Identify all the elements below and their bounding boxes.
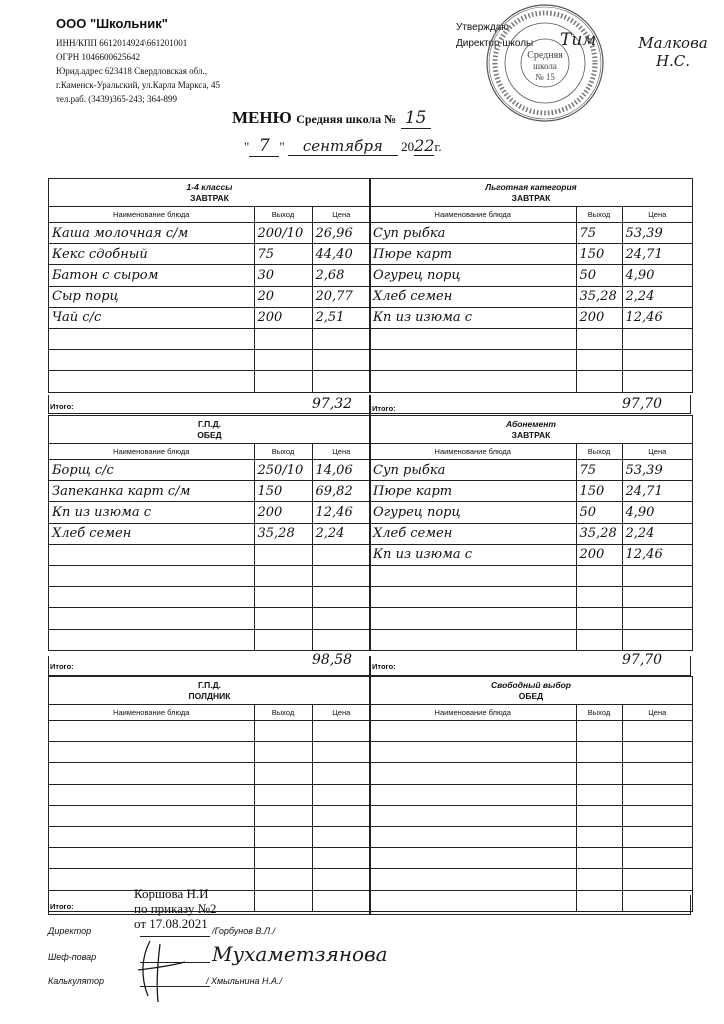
total-label: Итого: xyxy=(372,662,396,671)
column-header-name: Наименование блюда xyxy=(370,207,576,223)
table-row xyxy=(370,565,692,586)
cell-yield xyxy=(576,629,622,650)
cell-name xyxy=(370,826,576,847)
cell-yield xyxy=(576,826,622,847)
cell-name xyxy=(370,742,576,763)
cell-name xyxy=(49,721,254,742)
cell-name: Огурец порц xyxy=(370,502,576,523)
table-row xyxy=(370,328,692,349)
cell-price: 12,46 xyxy=(622,544,692,565)
address-line-2: г.Каменск-Уральский, ул.Карла Маркса, 45 xyxy=(56,80,221,90)
menu-table xyxy=(49,705,370,912)
table-row xyxy=(49,307,370,328)
cell-price xyxy=(312,826,370,847)
cell-yield xyxy=(254,328,312,349)
cell-price xyxy=(312,721,370,742)
table-row xyxy=(49,286,370,307)
table-row xyxy=(49,742,370,763)
cell-yield xyxy=(576,763,622,784)
cell-price xyxy=(312,869,370,890)
date-day: 7 xyxy=(249,136,279,157)
cell-yield xyxy=(254,763,312,784)
column-header-name: Наименование блюда xyxy=(49,444,254,460)
director-name: Малкова Н.С. xyxy=(638,34,708,70)
cell-price xyxy=(312,742,370,763)
cell-yield xyxy=(576,350,622,371)
stamp-text-3: № 15 xyxy=(535,72,555,82)
cell-yield: 35,28 xyxy=(576,286,622,307)
cell-yield xyxy=(254,784,312,805)
cell-yield: 75 xyxy=(254,244,312,265)
table-row xyxy=(49,721,370,742)
cell-name: Суп рыбка xyxy=(370,223,576,244)
table-row xyxy=(370,371,692,392)
table-row xyxy=(370,460,692,481)
date-line: " 7 " сентября 2022г. xyxy=(244,136,442,156)
menu-table xyxy=(370,207,692,393)
menu-table xyxy=(49,444,370,651)
cell-yield xyxy=(254,565,312,586)
table-row xyxy=(370,350,692,371)
table-row xyxy=(49,565,370,586)
cell-name: Хлеб семен xyxy=(370,286,576,307)
chef-signature-icon xyxy=(130,936,190,1006)
cell-yield: 200/10 xyxy=(254,223,312,244)
chef-name: Мухаметзянова xyxy=(212,942,388,966)
cell-name: Хлеб семен xyxy=(370,523,576,544)
date-month: сентября xyxy=(288,137,398,156)
cell-price xyxy=(622,328,692,349)
table-row xyxy=(49,544,370,565)
table-row xyxy=(49,523,370,544)
page-title xyxy=(232,108,431,129)
total-value: 98,58 xyxy=(312,652,353,668)
cell-price xyxy=(622,721,692,742)
cell-name: Пюре карт xyxy=(370,481,576,502)
cell-yield xyxy=(254,587,312,608)
cell-name xyxy=(370,721,576,742)
cell-yield xyxy=(576,371,622,392)
table-row xyxy=(49,223,370,244)
cell-name xyxy=(49,848,254,869)
cell-name: Пюре карт xyxy=(370,244,576,265)
total-label: Итого: xyxy=(50,662,74,671)
cell-price xyxy=(312,328,370,349)
cell-name xyxy=(49,629,254,650)
cell-name xyxy=(49,328,254,349)
cell-name xyxy=(370,848,576,869)
total-value: 97,32 xyxy=(312,396,353,412)
approve-label: Утверждаю xyxy=(456,22,509,33)
cell-price xyxy=(622,848,692,869)
panel-grades-1-4-breakfast: 1-4 классы ЗАВТРАК Наименование блюда Выход Цена Каша молочная с/м 200/10 26,96 Кекс сдобный 75 44,40 Батон с сыром 30 2,68 Сыр порц 20 20,77 Чай с/с 200 2,51 xyxy=(48,178,371,393)
cell-name xyxy=(49,763,254,784)
cell-price xyxy=(622,629,692,650)
table-row xyxy=(370,286,692,307)
table-row xyxy=(370,608,692,629)
cell-yield xyxy=(254,869,312,890)
table-row xyxy=(49,244,370,265)
cell-name: Кп из изюма с xyxy=(370,307,576,328)
cell-name: Хлеб семен xyxy=(49,523,254,544)
cell-name xyxy=(49,805,254,826)
column-header-price: Цена xyxy=(622,207,692,223)
cell-name xyxy=(49,565,254,586)
cell-price xyxy=(622,805,692,826)
cell-name: Борщ с/с xyxy=(49,460,254,481)
school-stamp xyxy=(484,2,606,124)
cell-name xyxy=(49,371,254,392)
cell-name xyxy=(370,869,576,890)
cell-name: Батон с сыром xyxy=(49,265,254,286)
cell-name xyxy=(370,328,576,349)
cell-name xyxy=(370,629,576,650)
cell-yield: 250/10 xyxy=(254,460,312,481)
cell-name xyxy=(49,350,254,371)
cell-price: 24,71 xyxy=(622,244,692,265)
cell-yield xyxy=(254,544,312,565)
column-header-name: Наименование блюда xyxy=(49,207,254,223)
cell-yield xyxy=(254,629,312,650)
cell-price xyxy=(312,805,370,826)
table-row xyxy=(49,608,370,629)
cell-yield: 150 xyxy=(254,481,312,502)
table-row xyxy=(49,629,370,650)
cell-price: 12,46 xyxy=(312,502,370,523)
cell-yield xyxy=(254,826,312,847)
table-row xyxy=(370,587,692,608)
cell-yield xyxy=(254,371,312,392)
cell-yield: 50 xyxy=(576,502,622,523)
cell-price xyxy=(312,544,370,565)
cell-yield: 150 xyxy=(576,244,622,265)
table-row xyxy=(49,805,370,826)
table-row xyxy=(370,502,692,523)
cell-yield: 35,28 xyxy=(576,523,622,544)
stamp-text-2: школа xyxy=(533,61,557,71)
cell-price: 2,51 xyxy=(312,307,370,328)
cell-price xyxy=(622,763,692,784)
table-row xyxy=(370,721,692,742)
table-row xyxy=(370,805,692,826)
panel-gpd-lunch: Г.П.Д. ОБЕД Наименование блюда Выход Цена Борщ с/с 250/10 14,06 Запеканка карт с/м 150 69,82 Кп из изюма с 200 12,46 Хлеб семен 35,28 2,24 xyxy=(48,415,371,651)
cell-price xyxy=(312,629,370,650)
cell-yield xyxy=(576,565,622,586)
cell-price: 4,90 xyxy=(622,265,692,286)
cell-name xyxy=(49,544,254,565)
cell-price: 24,71 xyxy=(622,481,692,502)
column-header-yield: Выход xyxy=(254,705,312,721)
cell-yield: 150 xyxy=(576,481,622,502)
cell-name xyxy=(49,587,254,608)
table-row xyxy=(49,328,370,349)
cell-yield xyxy=(576,721,622,742)
cell-price xyxy=(312,565,370,586)
cell-price xyxy=(622,826,692,847)
cell-price xyxy=(622,869,692,890)
cell-yield: 75 xyxy=(576,460,622,481)
table-row xyxy=(370,265,692,286)
table-row xyxy=(370,826,692,847)
table-row xyxy=(49,371,370,392)
cell-name: Сыр порц xyxy=(49,286,254,307)
order-note: Коршова Н.И по приказу №2 от 17.08.2021 xyxy=(134,886,217,931)
table-row xyxy=(49,826,370,847)
year-prefix: 20 xyxy=(401,139,415,154)
cell-name xyxy=(370,608,576,629)
cell-yield: 200 xyxy=(576,544,622,565)
panel-subscription-breakfast: Абонемент ЗАВТРАК Наименование блюда Выход Цена Суп рыбка 75 53,39 Пюре карт 150 24,71 Огурец порц 50 4,90 Хлеб семен 35,28 2,24 Кп из изюма с 200 12,46 xyxy=(369,415,693,651)
table-row xyxy=(49,481,370,502)
cell-name: Кп из изюма с xyxy=(49,502,254,523)
table-row xyxy=(370,869,692,890)
menu-table xyxy=(370,705,692,912)
divider xyxy=(369,656,371,676)
cell-name xyxy=(370,805,576,826)
cell-yield xyxy=(576,608,622,629)
cell-yield: 200 xyxy=(254,307,312,328)
table-row xyxy=(370,742,692,763)
table-row xyxy=(370,523,692,544)
cell-price xyxy=(312,350,370,371)
column-header-price: Цена xyxy=(622,705,692,721)
cell-price xyxy=(312,608,370,629)
cell-price xyxy=(312,587,370,608)
table-row xyxy=(370,629,692,650)
table-row xyxy=(370,244,692,265)
cell-price xyxy=(312,784,370,805)
table-row xyxy=(49,460,370,481)
cell-price: 69,82 xyxy=(312,481,370,502)
column-header-name: Наименование блюда xyxy=(370,444,576,460)
cell-name xyxy=(370,587,576,608)
cell-yield xyxy=(576,742,622,763)
calc-label: Калькулятор xyxy=(48,976,104,986)
column-header-price: Цена xyxy=(312,207,370,223)
cell-yield xyxy=(254,848,312,869)
director-label: Директор xyxy=(48,926,92,936)
column-header-yield: Выход xyxy=(254,207,312,223)
cell-price xyxy=(312,371,370,392)
ogrn-line: ОГРН 1046600625642 xyxy=(56,52,140,62)
column-header-yield: Выход xyxy=(254,444,312,460)
cell-yield xyxy=(254,350,312,371)
school-label: Средняя школа № xyxy=(296,112,397,126)
cell-yield xyxy=(576,848,622,869)
inn-line: ИНН/КПП 6612014924\661201001 xyxy=(56,38,188,48)
divider xyxy=(369,895,371,915)
column-header-price: Цена xyxy=(622,444,692,460)
cell-price xyxy=(622,350,692,371)
cell-yield xyxy=(576,784,622,805)
table-row xyxy=(370,784,692,805)
cell-name: Каша молочная с/м xyxy=(49,223,254,244)
cell-name xyxy=(370,784,576,805)
cell-price xyxy=(622,371,692,392)
cell-name xyxy=(370,565,576,586)
column-header-yield: Выход xyxy=(576,444,622,460)
cell-price: 2,24 xyxy=(622,286,692,307)
cell-yield: 75 xyxy=(576,223,622,244)
cell-price: 53,39 xyxy=(622,223,692,244)
panel-free-choice-lunch: Свободный выбор ОБЕД Наименование блюда Выход Цена xyxy=(369,676,693,912)
cell-price: 26,96 xyxy=(312,223,370,244)
year-suffix: г. xyxy=(434,139,442,154)
cell-name xyxy=(49,826,254,847)
cell-name xyxy=(49,608,254,629)
cell-name xyxy=(49,784,254,805)
table-row xyxy=(49,587,370,608)
cell-yield xyxy=(254,805,312,826)
chef-label: Шеф-повар xyxy=(48,952,97,962)
cell-yield xyxy=(576,587,622,608)
table-row xyxy=(49,848,370,869)
cell-yield xyxy=(576,805,622,826)
cell-price xyxy=(312,763,370,784)
cell-price xyxy=(622,587,692,608)
cell-yield xyxy=(254,742,312,763)
cell-yield: 35,28 xyxy=(254,523,312,544)
cell-price xyxy=(622,565,692,586)
cell-yield xyxy=(254,608,312,629)
cell-price: 12,46 xyxy=(622,307,692,328)
menu-word: МЕНЮ xyxy=(232,108,292,127)
cell-name xyxy=(370,371,576,392)
cell-name xyxy=(370,350,576,371)
table-row xyxy=(370,307,692,328)
cell-name: Кекс сдобный xyxy=(49,244,254,265)
cell-name: Чай с/с xyxy=(49,307,254,328)
cell-yield: 50 xyxy=(576,265,622,286)
cell-name xyxy=(370,763,576,784)
column-header-price: Цена xyxy=(312,444,370,460)
cell-price: 4,90 xyxy=(622,502,692,523)
total-label: Итого: xyxy=(50,902,74,911)
column-header-yield: Выход xyxy=(576,705,622,721)
address-line-1: Юрид.адрес 623418 Свердловская обл., xyxy=(56,66,207,76)
panel-benefit-breakfast: Льготная категория ЗАВТРАК Наименование блюда Выход Цена Суп рыбка 75 53,39 Пюре карт 150 24,71 Огурец порц 50 4,90 Хлеб семен 35,28 2,24 Кп из изюма с 200 12,46 xyxy=(369,178,693,393)
table-row xyxy=(370,848,692,869)
table-row xyxy=(370,763,692,784)
cell-price xyxy=(622,608,692,629)
phone-line: тел.раб. (3439)365-243; 364-899 xyxy=(56,94,177,104)
table-row xyxy=(49,502,370,523)
table-row xyxy=(49,784,370,805)
cell-price: 2,24 xyxy=(622,523,692,544)
cell-yield: 20 xyxy=(254,286,312,307)
cell-price: 14,06 xyxy=(312,460,370,481)
column-header-price: Цена xyxy=(312,705,370,721)
school-number: 15 xyxy=(401,108,431,129)
director-school-label: Директор школы xyxy=(456,38,534,49)
date-year: 22 xyxy=(414,136,435,155)
cell-yield xyxy=(254,721,312,742)
company-name: ООО "Школьник" xyxy=(56,16,168,31)
cell-price xyxy=(622,784,692,805)
menu-table xyxy=(370,444,692,651)
cell-price: 2,24 xyxy=(312,523,370,544)
cell-name: Запеканка карт с/м xyxy=(49,481,254,502)
table-row xyxy=(49,350,370,371)
cell-name xyxy=(49,742,254,763)
column-header-name: Наименование блюда xyxy=(370,705,576,721)
total-value: 97,70 xyxy=(622,396,663,412)
cell-price: 2,68 xyxy=(312,265,370,286)
total-label: Итого: xyxy=(50,402,74,411)
cell-yield: 30 xyxy=(254,265,312,286)
total-label: Итого: xyxy=(372,404,396,413)
stamp-text-1: Средняя xyxy=(527,50,563,61)
column-header-name: Наименование блюда xyxy=(49,705,254,721)
cell-price: 44,40 xyxy=(312,244,370,265)
cell-price: 53,39 xyxy=(622,460,692,481)
cell-name: Кп из изюма с xyxy=(370,544,576,565)
divider xyxy=(369,395,371,415)
cell-yield: 200 xyxy=(576,307,622,328)
cell-price: 20,77 xyxy=(312,286,370,307)
column-header-yield: Выход xyxy=(576,207,622,223)
cell-yield xyxy=(576,869,622,890)
menu-table xyxy=(49,207,370,393)
director-signature: Тим xyxy=(560,30,597,50)
director-name: /Горбунов В.Л./ xyxy=(212,926,276,936)
cell-yield xyxy=(576,328,622,349)
table-row xyxy=(49,265,370,286)
panel-gpd-snack: Г.П.Д. ПОЛДНИК Наименование блюда Выход Цена xyxy=(48,676,371,912)
cell-price xyxy=(312,848,370,869)
total-value: 97,70 xyxy=(622,652,663,668)
table-row xyxy=(49,763,370,784)
table-row xyxy=(370,223,692,244)
cell-price xyxy=(622,742,692,763)
table-row xyxy=(370,544,692,565)
calc-name: / Хмыльнина Н.А./ xyxy=(206,976,283,986)
table-row xyxy=(370,481,692,502)
cell-yield: 200 xyxy=(254,502,312,523)
cell-name: Огурец порц xyxy=(370,265,576,286)
cell-name: Суп рыбка xyxy=(370,460,576,481)
